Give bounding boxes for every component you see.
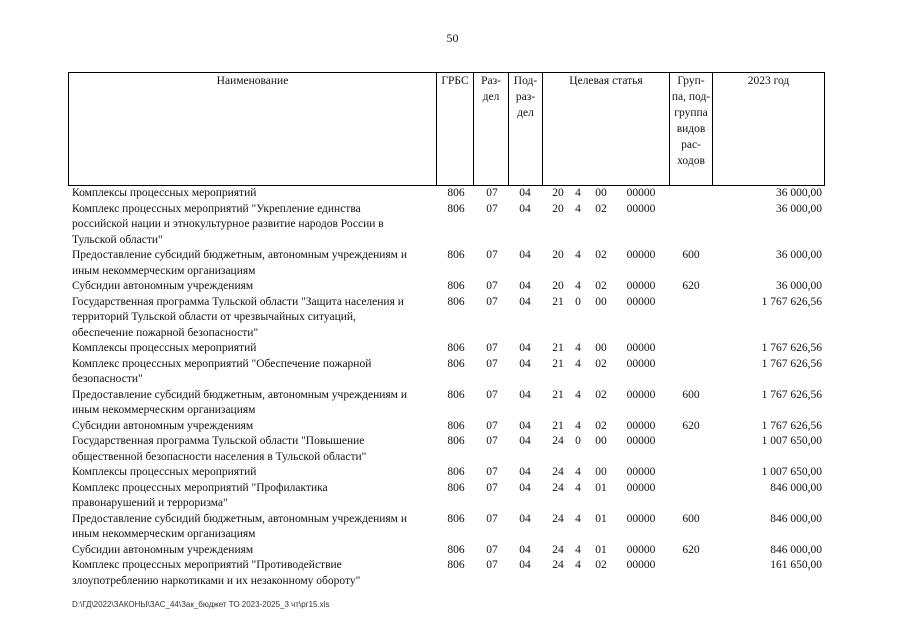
cell-target-event: 02: [595, 280, 607, 292]
cell-razdel: 07: [486, 435, 498, 447]
cell-target-program: 21: [552, 295, 564, 308]
cell-amount: 846 000,00: [770, 543, 822, 556]
header-group-line: ходов: [677, 155, 705, 167]
table-row: [0, 512, 905, 543]
cell-name: [72, 279, 437, 295]
table-row: [0, 248, 905, 279]
cell-target-event: 00: [595, 295, 607, 308]
cell-target-type: 4: [575, 512, 581, 525]
table-row: [0, 434, 905, 465]
cell-podrazdel: 04: [519, 512, 531, 525]
cell-target-event: 02: [595, 559, 607, 571]
cell-name-line: Комплекс процессных мероприятий "Обеспечение пожарной: [72, 357, 372, 370]
cell-grbs: 806: [447, 249, 465, 261]
cell-name: [72, 543, 437, 559]
header-grbs-text: ГРБС: [441, 75, 469, 87]
cell-grbs: 806: [447, 187, 465, 199]
cell-amount: 1 767 626,56: [761, 419, 822, 432]
cell-amount: 846 000,00: [770, 481, 822, 494]
cell-amount: 1 767 626,56: [761, 357, 822, 370]
cell-name-line: безопасности": [72, 373, 143, 385]
header-razdel: [473, 72, 509, 186]
cell-expense-group: 620: [682, 419, 700, 432]
header-podrazdel-line: дел: [517, 107, 534, 119]
cell-target-type: 4: [575, 543, 581, 556]
cell-target-event: 02: [595, 357, 607, 370]
header-name: [68, 72, 437, 186]
cell-podrazdel: 04: [519, 543, 531, 556]
cell-target-program: 24: [552, 512, 564, 525]
cell-target-event: 00: [595, 342, 607, 354]
cell-name-line: Предоставление субсидий бюджетным, автономным учреждениям и: [72, 249, 407, 261]
cell-podrazdel: 04: [519, 202, 531, 215]
cell-name: [72, 434, 437, 465]
cell-expense-group: 600: [682, 388, 700, 401]
cell-name-line: иным некоммерческим организациям: [72, 528, 256, 540]
cell-amount: 36 000,00: [776, 280, 822, 292]
header-group-line: видов: [676, 123, 706, 135]
cell-target-type: 4: [575, 249, 581, 261]
cell-grbs: 806: [447, 357, 465, 370]
cell-target-event: 00: [595, 187, 607, 199]
cell-target-program: 20: [552, 202, 564, 215]
cell-name-line: Комплекс процессных мероприятий "Профилактика: [72, 481, 328, 494]
cell-name: [72, 357, 437, 388]
cell-name-line: территорий Тульской области от чрезвычайных ситуаций,: [72, 311, 356, 323]
header-razdel-line: дел: [482, 91, 500, 103]
cell-target-program: 24: [552, 481, 564, 494]
cell-name-line: Комплексы процессных мероприятий: [72, 342, 257, 354]
cell-target-program: 24: [552, 435, 564, 447]
cell-grbs: 806: [447, 388, 465, 401]
cell-target-type: 0: [575, 435, 581, 447]
header-name-text: Наименование: [216, 75, 289, 87]
cell-podrazdel: 04: [519, 388, 531, 401]
cell-grbs: 806: [447, 543, 465, 556]
header-target-text: Целевая статья: [569, 75, 643, 87]
cell-amount: 36 000,00: [776, 249, 822, 261]
cell-name: [72, 248, 437, 279]
cell-expense-group: 620: [682, 280, 700, 292]
cell-target-program: 21: [552, 357, 564, 370]
cell-target-code: 00000: [626, 357, 656, 370]
header-podrazdel-line: Под-: [513, 75, 538, 87]
cell-expense-group: 620: [682, 543, 700, 556]
cell-podrazdel: 04: [519, 280, 531, 292]
cell-target-code: 00000: [626, 559, 656, 571]
cell-target-program: 24: [552, 543, 564, 556]
cell-name: [72, 295, 437, 342]
cell-target-event: 02: [595, 388, 607, 401]
table-row: [0, 341, 905, 357]
cell-amount: 1 767 626,56: [761, 295, 822, 308]
cell-amount: 846 000,00: [770, 512, 822, 525]
cell-grbs: 806: [447, 481, 465, 494]
cell-target-code: 00000: [626, 512, 656, 525]
cell-razdel: 07: [486, 388, 498, 401]
cell-target-type: 4: [575, 481, 581, 494]
cell-grbs: 806: [447, 559, 465, 571]
cell-target-code: 00000: [626, 202, 656, 215]
cell-razdel: 07: [486, 466, 498, 478]
cell-razdel: 07: [486, 419, 498, 432]
cell-target-code: 00000: [626, 435, 656, 447]
cell-name-line: иным некоммерческим организациям: [72, 404, 256, 416]
cell-target-type: 4: [575, 357, 581, 370]
cell-target-code: 00000: [626, 419, 656, 432]
page-number: 50: [446, 31, 459, 45]
cell-grbs: 806: [447, 419, 465, 432]
table-row: [0, 357, 905, 388]
cell-name: [72, 512, 437, 543]
header-year: [712, 72, 825, 186]
cell-target-program: 21: [552, 388, 564, 401]
cell-name: [72, 558, 437, 589]
cell-target-type: 4: [575, 466, 581, 478]
cell-name-line: иным некоммерческим организациям: [72, 264, 256, 277]
table-row: [0, 465, 905, 481]
cell-name: [72, 202, 437, 249]
cell-target-event: 01: [595, 512, 607, 525]
table-row: [0, 543, 905, 559]
cell-razdel: 07: [486, 249, 498, 261]
cell-name-line: Комплексы процессных мероприятий: [72, 466, 257, 478]
cell-name-line: злоупотреблению наркотиками и их незаконному обороту": [72, 574, 361, 587]
table-row: [0, 202, 905, 249]
cell-amount: 36 000,00: [776, 187, 822, 199]
cell-name: [72, 186, 437, 202]
cell-amount: 1 767 626,56: [761, 388, 822, 401]
header-group: [669, 72, 713, 186]
cell-grbs: 806: [447, 280, 465, 292]
cell-grbs: 806: [447, 435, 465, 447]
cell-razdel: 07: [486, 481, 498, 494]
cell-razdel: 07: [486, 295, 498, 308]
cell-amount: 1 007 650,00: [761, 435, 822, 447]
cell-target-type: 4: [575, 342, 581, 354]
cell-razdel: 07: [486, 202, 498, 215]
cell-podrazdel: 04: [519, 295, 531, 308]
header-target: [542, 72, 670, 186]
cell-amount: 36 000,00: [776, 202, 822, 215]
header-year-text: 2023 год: [747, 75, 790, 87]
cell-name: [72, 481, 437, 512]
cell-target-event: 01: [595, 481, 607, 494]
cell-name: [72, 341, 437, 357]
cell-target-code: 00000: [626, 249, 656, 261]
cell-target-event: 02: [595, 419, 607, 432]
cell-target-type: 4: [575, 419, 581, 432]
cell-target-program: 24: [552, 559, 564, 571]
cell-target-type: 0: [575, 295, 581, 308]
cell-name-line: Предоставление субсидий бюджетным, автономным учреждениям и: [72, 512, 407, 525]
cell-grbs: 806: [447, 202, 465, 215]
cell-name-line: Предоставление субсидий бюджетным, автономным учреждениям и: [72, 388, 407, 401]
cell-expense-group: 600: [682, 512, 700, 525]
cell-name-line: Государственная программа Тульской области "Защита населения и: [72, 295, 404, 308]
header-group-line: Груп-: [677, 75, 705, 87]
table-row: [0, 388, 905, 419]
header-group-line: рас-: [681, 139, 701, 151]
cell-name-line: Субсидии автономным учреждениям: [72, 419, 254, 432]
cell-grbs: 806: [447, 466, 465, 478]
cell-podrazdel: 04: [519, 187, 531, 199]
cell-name-line: Тульской области": [72, 233, 163, 246]
cell-target-code: 00000: [626, 295, 656, 308]
cell-razdel: 07: [486, 280, 498, 292]
header-razdel-line: Раз-: [481, 75, 501, 87]
cell-target-code: 00000: [626, 280, 656, 292]
cell-target-event: 01: [595, 543, 607, 556]
cell-target-type: 4: [575, 202, 581, 215]
footer-file-path: D:\ГД\2022\ЗАКОНЫ\ЗАС_44\Зак_бюджет ТО 2023-2025_3 чт\рг15.xls: [72, 600, 330, 609]
cell-target-type: 4: [575, 559, 581, 571]
table-row: [0, 279, 905, 295]
table-row: [0, 481, 905, 512]
cell-target-code: 00000: [626, 187, 656, 199]
cell-razdel: 07: [486, 342, 498, 354]
cell-podrazdel: 04: [519, 342, 531, 354]
cell-name-line: обеспечение пожарной безопасности": [72, 326, 259, 339]
cell-grbs: 806: [447, 295, 465, 308]
header-group-line: па, под-: [671, 91, 711, 103]
cell-target-program: 21: [552, 419, 564, 432]
cell-target-program: 20: [552, 280, 564, 292]
cell-target-code: 00000: [626, 481, 656, 494]
cell-target-program: 20: [552, 187, 564, 199]
cell-podrazdel: 04: [519, 357, 531, 370]
cell-podrazdel: 04: [519, 559, 531, 571]
cell-name-line: Субсидии автономным учреждениям: [72, 280, 254, 292]
table-body: [0, 186, 905, 589]
cell-name: [72, 419, 437, 435]
cell-razdel: 07: [486, 559, 498, 571]
cell-target-event: 02: [595, 202, 607, 215]
cell-name-line: правонарушений и терроризма": [72, 497, 228, 509]
cell-podrazdel: 04: [519, 435, 531, 447]
cell-target-type: 4: [575, 280, 581, 292]
table-row: [0, 186, 905, 202]
cell-target-code: 00000: [626, 543, 656, 556]
cell-name-line: российской нации и этнокультурное развитие народов России в: [72, 218, 384, 230]
header-podrazdel: [508, 72, 543, 186]
cell-podrazdel: 04: [519, 249, 531, 261]
cell-name-line: Комплекс процессных мероприятий "Укрепление единства: [72, 202, 361, 215]
cell-razdel: 07: [486, 187, 498, 199]
cell-razdel: 07: [486, 357, 498, 370]
cell-razdel: 07: [486, 543, 498, 556]
cell-target-event: 02: [595, 249, 607, 261]
cell-target-event: 00: [595, 466, 607, 478]
cell-target-program: 20: [552, 249, 564, 261]
cell-target-code: 00000: [626, 388, 656, 401]
cell-target-program: 24: [552, 466, 564, 478]
table-row: [0, 558, 905, 589]
cell-name-line: Комплекс процессных мероприятий "Противодействие: [72, 559, 342, 571]
cell-name: [72, 465, 437, 481]
cell-name-line: Субсидии автономным учреждениям: [72, 543, 254, 556]
cell-name-line: Комплексы процессных мероприятий: [72, 187, 257, 199]
cell-name-line: Государственная программа Тульской области "Повышение: [72, 435, 365, 447]
cell-podrazdel: 04: [519, 466, 531, 478]
table-row: [0, 419, 905, 435]
cell-podrazdel: 04: [519, 419, 531, 432]
cell-razdel: 07: [486, 512, 498, 525]
header-group-line: группа: [674, 107, 708, 119]
cell-grbs: 806: [447, 342, 465, 354]
cell-target-event: 00: [595, 435, 607, 447]
header-podrazdel-line: раз-: [515, 91, 536, 103]
cell-name-line: общественной безопасности населения в Тульской области": [72, 450, 367, 463]
cell-expense-group: 600: [682, 249, 700, 261]
cell-target-type: 4: [575, 187, 581, 199]
cell-amount: 1 007 650,00: [761, 466, 822, 478]
header-grbs: [436, 72, 474, 186]
table-row: [0, 295, 905, 342]
cell-target-code: 00000: [626, 466, 656, 478]
cell-podrazdel: 04: [519, 481, 531, 494]
cell-target-type: 4: [575, 388, 581, 401]
cell-target-program: 21: [552, 342, 564, 354]
cell-target-code: 00000: [626, 342, 656, 354]
cell-grbs: 806: [447, 512, 465, 525]
cell-amount: 161 650,00: [770, 559, 822, 571]
cell-amount: 1 767 626,56: [761, 342, 822, 354]
cell-name: [72, 388, 437, 419]
